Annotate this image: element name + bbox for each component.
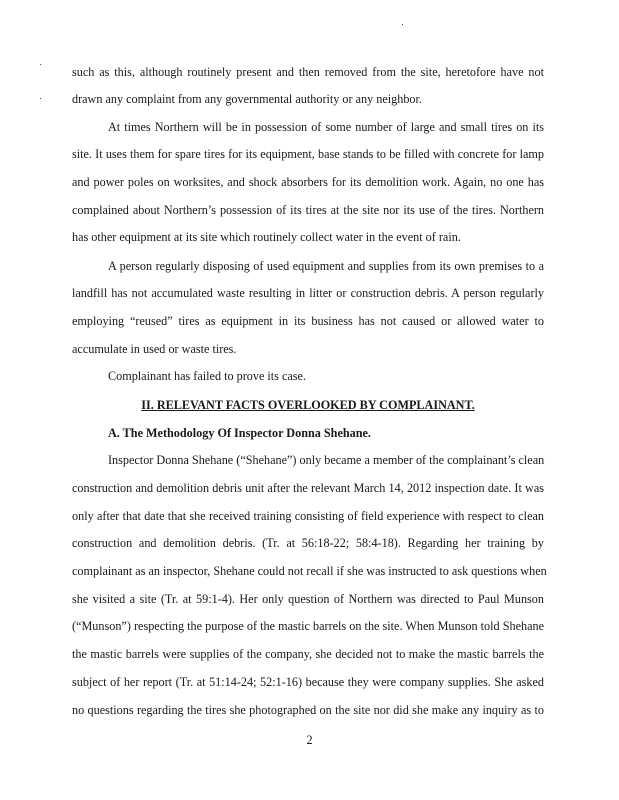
body-text-line: only after that date that she received training consisting of field experience with respect to clean <box>72 509 544 523</box>
body-text-line: A person regularly disposing of used equipment and supplies from its own premises to a <box>108 259 544 273</box>
body-text-line: Inspector Donna Shehane (“Shehane”) only became a member of the complainant’s clean <box>108 453 545 467</box>
body-text-line: drawn any complaint from any governmental authority or any neighbor. <box>72 92 422 106</box>
scan-speck <box>40 98 41 99</box>
body-text-line: Complainant has failed to prove its case. <box>108 369 306 383</box>
body-text-line: and power poles on worksites, and shock absorbers for its demolition work. Again, no one has <box>72 175 544 189</box>
body-text-line: no questions regarding the tires she photographed on the site nor did she make any inquiry as to <box>72 703 544 717</box>
body-text-line: site. It uses them for spare tires for its equipment, base stands to be filled with concrete for lamp <box>72 147 544 161</box>
section-heading: II. RELEVANT FACTS OVERLOOKED BY COMPLAINANT. <box>141 398 475 412</box>
body-text-line: such as this, although routinely present and then removed from the site, heretofore have not <box>72 65 544 79</box>
body-text-line: has other equipment at its site which routinely collect water in the event of rain. <box>72 230 461 244</box>
body-text-line: construction and demolition debris unit after the relevant March 14, 2012 inspection date. It was <box>72 481 544 495</box>
page-number: 2 <box>306 733 313 747</box>
body-text-line: the mastic barrels were supplies of the company, she decided not to make the mastic barrels the <box>72 647 544 661</box>
body-text-line: (“Munson”) respecting the purpose of the mastic barrels on the site. When Munson told Shehane <box>72 619 544 633</box>
body-text-line: construction and demolition debris. (Tr. at 56:18-22; 58:4-18). Regarding her training by <box>72 536 544 550</box>
body-text-line: complainant as an inspector, Shehane could not recall if she was instructed to ask questions when <box>72 564 547 578</box>
body-text-line: landfill has not accumulated waste resulting in litter or construction debris. A person regularly <box>72 286 544 300</box>
body-text-line: employing “reused” tires as equipment in its business has not caused or allowed water to <box>72 314 544 328</box>
body-text-line: she visited a site (Tr. at 59:1-4). Her only question of Northern was directed to Paul Munson <box>72 592 544 606</box>
scan-speck <box>402 24 403 25</box>
body-text-line: accumulate in used or waste tires. <box>72 342 237 356</box>
body-text-line: subject of her report (Tr. at 51:14-24; 52:1-16) because they were company supplies. She asked <box>72 675 544 689</box>
subsection-heading: A. The Methodology Of Inspector Donna Shehane. <box>108 426 371 440</box>
body-text-line: complained about Northern’s possession of its tires at the site nor its use of the tires. Northern <box>72 203 544 217</box>
body-text-line: At times Northern will be in possession of some number of large and small tires on its <box>108 120 544 134</box>
scan-speck <box>40 64 41 65</box>
